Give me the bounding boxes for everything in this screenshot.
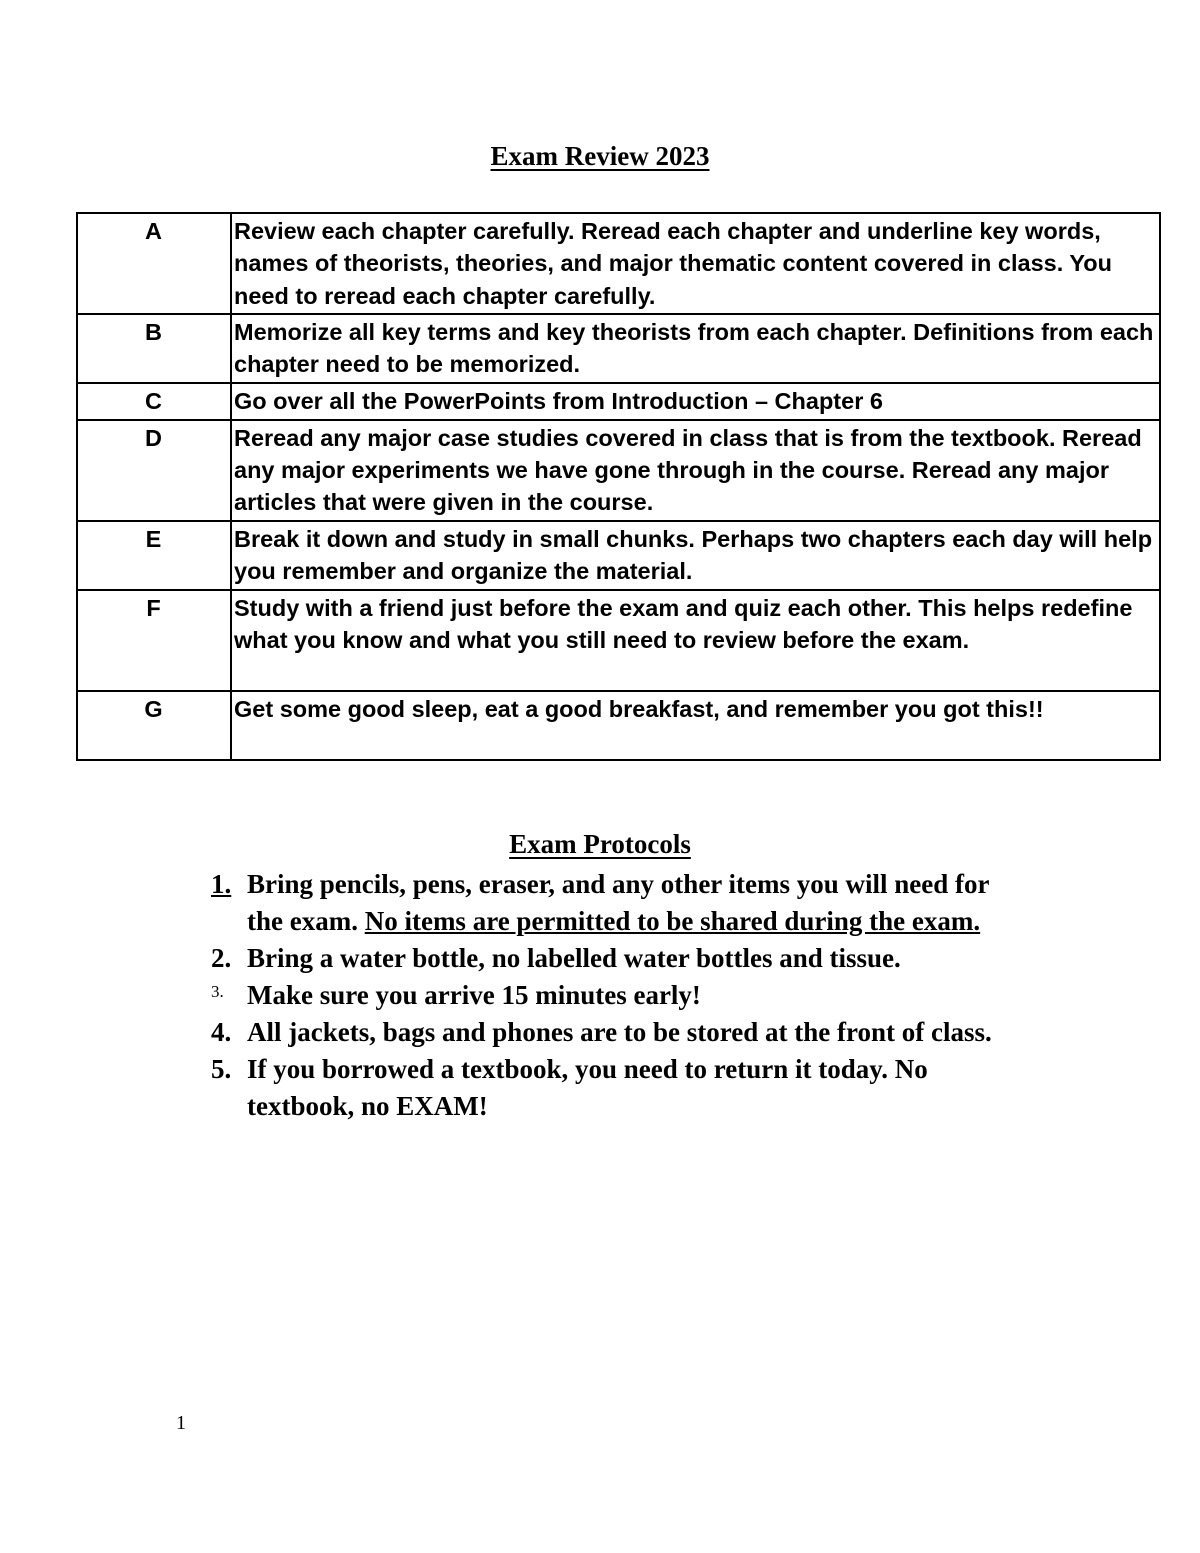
row-letter: G	[77, 691, 231, 760]
row-letter: D	[77, 420, 231, 521]
row-letter: E	[77, 521, 231, 590]
row-text: Go over all the PowerPoints from Introduction – Chapter 6	[231, 383, 1160, 420]
row-letter: A	[77, 213, 231, 314]
row-text: Review each chapter carefully. Reread each chapter and underline key words, names of theorists, theories, and major thematic content covered in class. You need to reread each chapter carefully.	[231, 213, 1160, 314]
list-text: Make sure you arrive 15 minutes early!	[247, 980, 701, 1010]
list-number: 2.	[211, 943, 232, 973]
list-item	[211, 1014, 1011, 1051]
list-number: 1.	[211, 869, 232, 899]
page-number: 1	[176, 1412, 186, 1434]
table-row	[77, 521, 1160, 590]
table-row	[77, 691, 1160, 760]
list-number: 3.	[211, 982, 224, 1001]
list-item	[211, 940, 1011, 977]
row-text: Study with a friend just before the exam and quiz each other. This helps redefine what you know and what you still need to review before the exam.	[231, 590, 1160, 691]
protocols-list	[211, 866, 1011, 1125]
table-row	[77, 383, 1160, 420]
table-row	[77, 213, 1160, 314]
list-item	[211, 977, 1011, 1014]
list-item	[211, 1051, 1011, 1125]
table-row	[77, 314, 1160, 383]
row-letter: B	[77, 314, 231, 383]
row-text: Get some good sleep, eat a good breakfast, and remember you got this!!	[231, 691, 1160, 760]
list-number: 5.	[211, 1054, 232, 1084]
row-text: Break it down and study in small chunks. Perhaps two chapters each day will help you remember and organize the material.	[231, 521, 1160, 590]
list-item	[211, 866, 1011, 940]
table-row	[77, 590, 1160, 691]
list-text: All jackets, bags and phones are to be stored at the front of class.	[247, 1017, 992, 1047]
list-number: 4.	[211, 1017, 232, 1047]
row-text: Memorize all key terms and key theorists from each chapter. Definitions from each chapter need to be memorized.	[231, 314, 1160, 383]
protocols-title: Exam Protocols	[509, 829, 691, 859]
underlined-note: No items are permitted to be shared during the exam.	[364, 906, 981, 936]
row-letter: F	[77, 590, 231, 691]
list-text: If you borrowed a textbook, you need to return it today. No textbook, no EXAM!	[247, 1054, 928, 1121]
row-text: Reread any major case studies covered in class that is from the textbook. Reread any major experiments we have gone through in the course. Reread any major articles that were given in the course.	[231, 420, 1160, 521]
list-text: Bring a water bottle, no labelled water bottles and tissue.	[247, 943, 901, 973]
list-text: Bring pencils, pens, eraser, and any other items you will need for the exam. No items are permitted to be shared during the exam.	[247, 869, 990, 936]
review-table	[76, 212, 1161, 761]
page-title: Exam Review 2023	[490, 141, 710, 171]
row-letter: C	[77, 383, 231, 420]
table-row	[77, 420, 1160, 521]
